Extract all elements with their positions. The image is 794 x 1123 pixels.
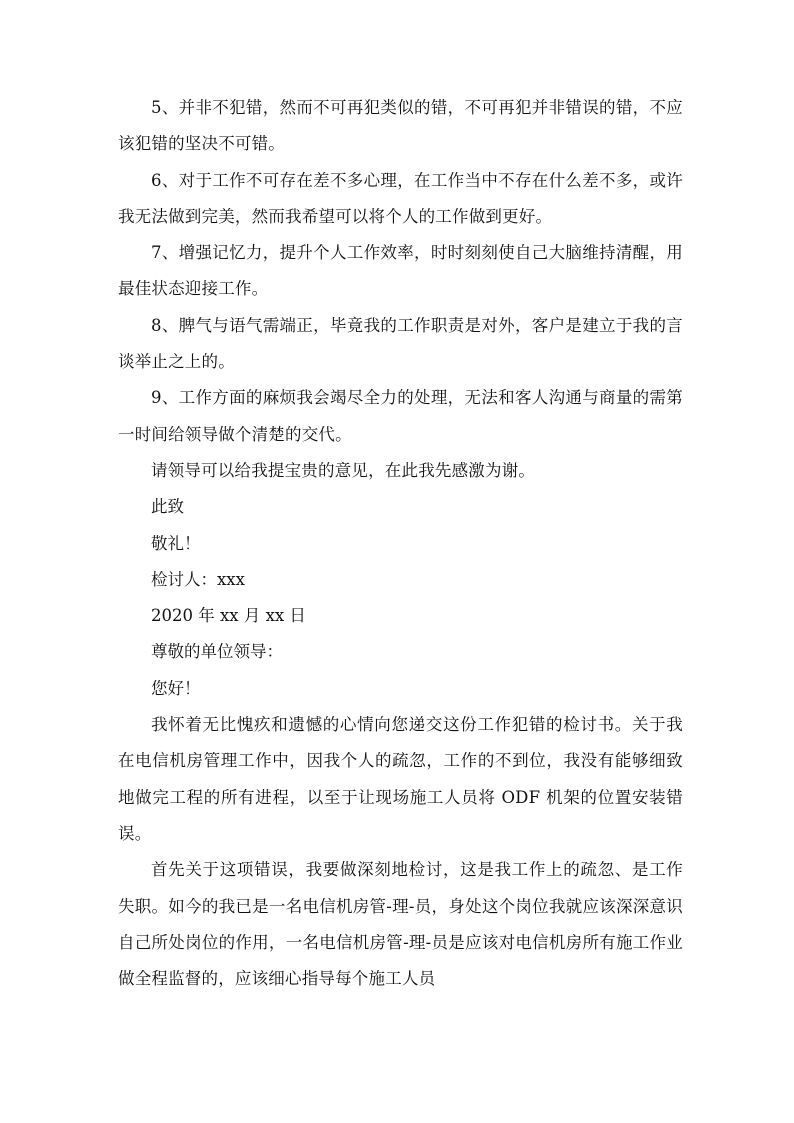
paragraph-item-6: 6、对于工作不可存在差不多心理，在工作当中不存在什么差不多，或许我无法做到完美，然而我希望可以将个人的工作做到更好。: [118, 170, 683, 226]
paragraph-item-7: 7、增强记忆力，提升个人工作效率，时时刻刻使自己大脑维持清醒，用最佳状态迎接工作。: [118, 243, 683, 299]
paragraph-item-9: 9、工作方面的麻烦我会竭尽全力的处理，无法和客人沟通与商量的需第一时间给领导做个清楚的交代。: [118, 388, 683, 444]
body-paragraph-1: 我怀着无比愧疚和遗憾的心情向您递交这份工作犯错的检讨书。关于我在电信机房管理工作中，因我个人的疏忽，工作的不到位，我没有能够细致地做完工程的所有进程，以至于让现场施工人员将 ODF 机架的位置安装错误。: [118, 715, 683, 843]
salutation: 尊敬的单位领导：: [151, 642, 283, 662]
greeting: 您好！: [151, 678, 201, 698]
body-paragraph-2: 首先关于这项错误，我要做深刻地检讨，这是我工作上的疏忽、是工作失职。如今的我已是一名电信机房管-理-员，身处这个岗位我就应该深深意识自己所处岗位的作用，一名电信机房管-理-员是应该对电信机房所有施工作业做全程监督的，应该细心指导每个施工人员: [118, 860, 683, 989]
request-paragraph: 请领导可以给我提宝贵的意见，在此我先感激为谢。: [151, 460, 536, 480]
signature-line: 检讨人：xxx: [151, 569, 245, 589]
document-body: [118, 90, 683, 997]
paragraph-item-8: 8、脾气与语气需端正，毕竟我的工作职责是对外，客户是建立于我的言谈举止之上的。: [118, 315, 683, 372]
date-line: 2020 年 xx 月 xx 日: [151, 606, 306, 626]
paragraph-item-5: 5、并非不犯错，然而不可再犯类似的错，不可再犯并非错误的错，不应该犯错的坚决不可错。: [118, 98, 683, 154]
closing-line-2: 敬礼！: [151, 533, 201, 553]
closing-line-1: 此致: [151, 497, 184, 517]
